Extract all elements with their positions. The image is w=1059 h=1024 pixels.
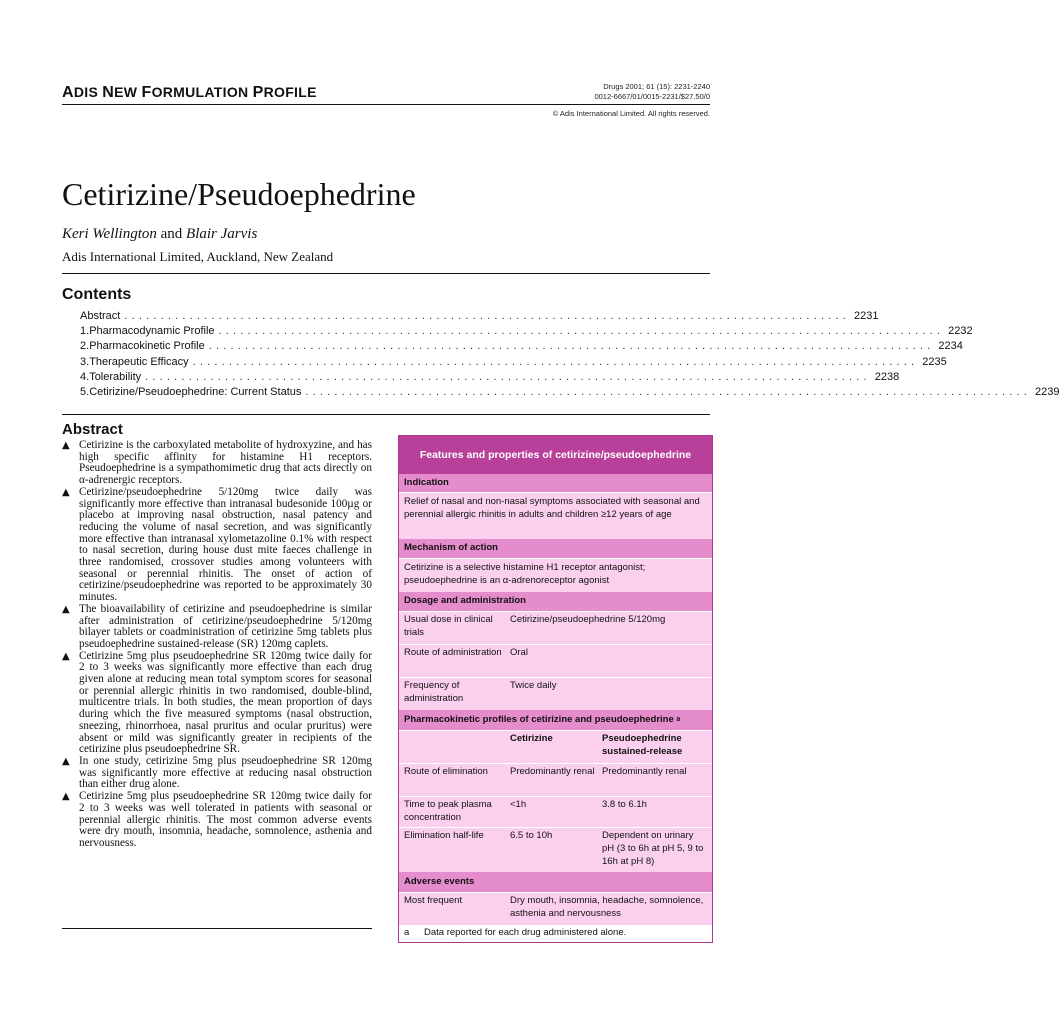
column-header: Pseudoephedrine sustained-release — [602, 733, 683, 757]
toc-page: 2232 — [948, 325, 973, 338]
section-header-dosage: Dosage and administration — [399, 592, 712, 611]
row-value: Twice daily — [510, 680, 557, 691]
series-rest: ORMULATION — [151, 84, 253, 100]
table-row — [399, 827, 712, 872]
row-label: Frequency of administration — [404, 680, 464, 704]
toc-number: 3. — [80, 355, 90, 368]
authors — [62, 226, 257, 243]
toc-page: 2238 — [874, 370, 900, 383]
table-row — [399, 796, 712, 827]
abstract-bullet: ▲ In one study, cetirizine 5mg plus pseudoephedrine SR 120mg was significantly more effective at reducing nasal obstruction than either drug alone. — [62, 756, 372, 791]
toc-number: 4. — [80, 370, 90, 383]
title-divider — [62, 273, 710, 274]
toc-label: Tolerability — [89, 370, 142, 383]
abstract-bullet: ▲ Cetirizine 5mg plus pseudoephedrine SR 120mg twice daily for 2 to 3 weeks was significantly more effective than each drug given alone at reducing mean total symptom scores for seasonal or perennial allergic rhinitis in two randomised, double-blind, multicentre trials. In both studies, the mean proportion of days during which the five measured symptoms (nasal obstruction, sneezing, rhinorrhoea, nasal pruritus and ocular pruritus) were absent or mild was significantly greater in recipients of the cetirizine plus pseudoephedrine SR. — [62, 651, 372, 756]
table-row — [399, 644, 712, 677]
table-footnote — [399, 925, 712, 942]
section-header-text: Pharmacokinetic profiles of cetirizine and pseudoephedrine — [404, 713, 674, 725]
toc-entry[interactable] — [80, 370, 900, 386]
abstract-bullet: ▲ Cetirizine/pseudoephedrine 5/120mg twice daily was significantly more effective than intranasal budesonide 100µg or placebo at improving nasal obstruction, nasal patency and reducing the volume of nasal secretion, and was significantly more effective than intranasal xylometazoline 0.1% with respect to nasal secretion, during house dust mite faeces challenge in three randomised, crossover studies among volunteers with seasonal or perennial rhinitis. The onset of action of cetirizine/pseudoephedrine was reported to be approximately 30 minutes. — [62, 487, 372, 604]
table-row — [399, 611, 712, 644]
article-title: Cetirizine/Pseudoephedrine — [62, 176, 416, 212]
toc-page: 2235 — [922, 355, 947, 368]
section-header-mechanism: Mechanism of action — [399, 539, 712, 558]
series-cap: F — [141, 84, 152, 101]
abstract-bullet: ▲ Cetirizine 5mg plus pseudoephedrine SR 120mg twice daily for 2 to 3 weeks was well tolerated in patients with seasonal or perennial allergic rhinitis. The most common adverse events were dry mouth, insomnia, headache, somnolence, asthenia and nervousness. — [62, 791, 372, 850]
affiliation: Adis International Limited, Auckland, New Zealand — [62, 249, 334, 264]
abstract-bullets — [62, 440, 372, 850]
cell-pseudoephedrine: 3.8 to 6.1h — [602, 799, 647, 810]
copyright-notice: © Adis International Limited. All rights reserved. — [552, 109, 710, 118]
table-row — [399, 677, 712, 710]
abstract-bullet: ▲ Cetirizine is the carboxylated metabolite of hydroxyzine, and has high specific affinity for histamine H1 receptors. Pseudoephedrine is a sympathomimetic drug that acts directly on α-adrenergic receptors. — [62, 440, 372, 487]
toc-entry[interactable] — [80, 325, 973, 340]
series-rest: DIS — [73, 84, 103, 100]
journal-citation: Drugs 2001; 61 (15): 2231-2240 — [603, 82, 710, 91]
toc-page: 2231 — [853, 310, 879, 322]
row-value: Oral — [510, 647, 528, 658]
series-rest: ROFILE — [263, 84, 317, 100]
toc-number: 5. — [80, 385, 90, 398]
series-cap: A — [62, 84, 74, 101]
abstract-bullet: ▲ The bioavailability of cetirizine and pseudoephedrine is similar after administration of cetirizine/pseudoephedrine 5/120mg bilayer tablets or coadministration of cetirizine 5mg tablets plus pseudoephedrine sustained-release (SR) 120mg caplets. — [62, 604, 372, 651]
toc-entry[interactable] — [80, 340, 963, 355]
abstract-heading: Abstract — [62, 421, 123, 438]
toc-leader: .................................................................................................... — [124, 310, 850, 322]
abstract-divider — [62, 928, 372, 929]
row-label: Elimination half-life — [404, 830, 484, 841]
series-rest: EW — [114, 84, 142, 100]
author-name: Blair Jarvis — [186, 226, 258, 242]
cell-pseudoephedrine: Predominantly renal — [602, 766, 687, 777]
row-label: Route of elimination — [404, 766, 488, 777]
row-label: Usual dose in clinical trials — [404, 614, 493, 638]
toc-number: 1. — [80, 325, 90, 338]
toc-number: 2. — [80, 340, 90, 353]
row-value: Dry mouth, insomnia, headache, somnolence, asthenia and nervousness — [510, 895, 704, 919]
toc-leader: .................................................................................................... — [145, 370, 871, 383]
toc-label: Cetirizine/Pseudoephedrine: Current Status — [89, 385, 302, 398]
table-header-row — [399, 730, 712, 763]
footnote-marker: a — [404, 927, 410, 938]
cell-cetirizine: Predominantly renal — [510, 766, 595, 777]
header-divider — [62, 104, 710, 105]
mechanism-text: Cetirizine is a selective histamine H1 receptor antagonist; pseudoephedrine is an α-adrenoreceptor agonist — [399, 558, 712, 592]
table-of-contents — [80, 310, 1059, 401]
row-value: Cetirizine/pseudoephedrine 5/120mg — [510, 614, 666, 625]
toc-leader: .................................................................................................... — [218, 325, 945, 338]
journal-reference — [594, 82, 710, 102]
cell-cetirizine: 6.5 to 10h — [510, 830, 553, 841]
contents-divider — [62, 414, 710, 415]
toc-page: 2234 — [938, 340, 963, 353]
footnote-text: Data reported for each drug administered alone. — [424, 927, 627, 938]
toc-label: Therapeutic Efficacy — [89, 355, 189, 368]
table-row — [399, 763, 712, 796]
section-header-indication: Indication — [399, 474, 712, 492]
footnote-marker: a — [676, 715, 681, 723]
table-row — [399, 892, 712, 925]
section-header-adverse-events: Adverse events — [399, 872, 712, 892]
series-cap: N — [102, 84, 115, 101]
toc-label: Pharmacodynamic Profile — [89, 325, 215, 338]
toc-leader: .................................................................................................... — [305, 385, 1031, 398]
toc-leader: .................................................................................................... — [208, 340, 935, 353]
features-title: Features and properties of cetirizine/pseudoephedrine — [399, 436, 712, 474]
cell-pseudoephedrine: Dependent on urinary pH (3 to 6h at pH 5, 9 to 16h at pH 8) — [602, 830, 704, 867]
contents-heading: Contents — [62, 286, 132, 303]
series-cap: P — [252, 84, 264, 101]
author-conjunction: and — [156, 226, 187, 242]
author-name: Keri Wellington — [62, 226, 157, 242]
indication-text: Relief of nasal and non-nasal symptoms associated with seasonal and perennial allergic rhinitis in adults and children ≥12 years of age — [399, 492, 712, 539]
column-header: Cetirizine — [510, 733, 553, 744]
row-label: Time to peak plasma concentration — [404, 799, 492, 823]
toc-entry[interactable] — [80, 355, 947, 371]
toc-label: Pharmacokinetic Profile — [89, 340, 205, 353]
series-title — [62, 84, 317, 102]
row-label: Most frequent — [404, 895, 463, 906]
row-label: Route of administration — [404, 647, 502, 658]
features-table — [398, 435, 713, 943]
toc-entry[interactable] — [80, 385, 1059, 401]
journal-code: 0012-6667/01/0015-2231/$27.50/0 — [594, 92, 710, 101]
toc-label: Abstract — [80, 310, 121, 322]
toc-entry[interactable] — [80, 310, 879, 325]
toc-leader: .................................................................................................... — [192, 355, 919, 368]
cell-cetirizine: <1h — [510, 799, 527, 810]
toc-page: 2239 — [1035, 385, 1059, 398]
section-header-pharmacokinetics — [399, 710, 712, 730]
